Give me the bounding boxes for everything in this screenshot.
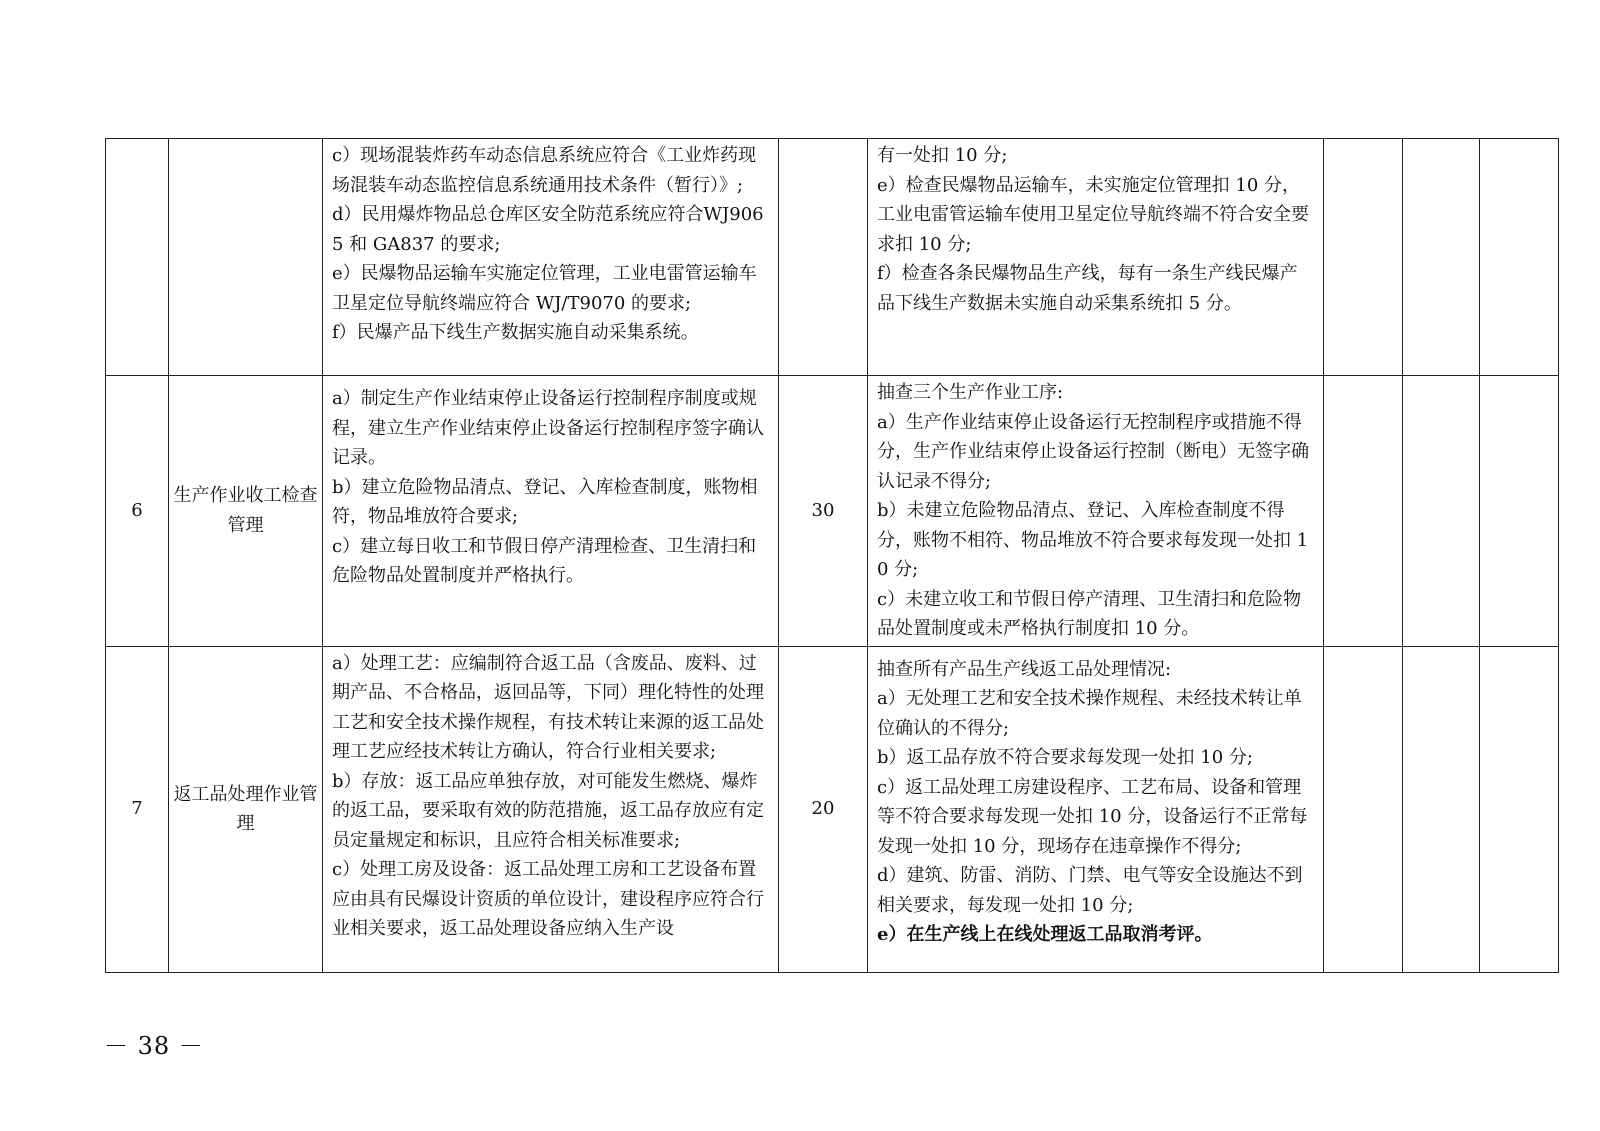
- criteria-text: b）未建立危险物品清点、登记、入库检查制度不得分，账物不相符、物品堆放不符合要求每发现一处扣 10 分;: [877, 500, 1309, 580]
- criteria-cell: [868, 139, 1324, 376]
- criteria-text: e）检查民爆物品运输车，未实施定位管理扣 10 分，工业电雷管运输车使用卫星定位导航终端不符合安全要求扣 10 分;: [877, 174, 1309, 255]
- requirement-text: c）现场混装炸药车动态信息系统应符合《工业炸药现场混装车动态监控信息系统通用技术条件（暂行）》;: [332, 145, 757, 196]
- page-number: － 38 －: [104, 1032, 204, 1060]
- requirements-cell: [323, 646, 779, 972]
- blank-cell: [1324, 376, 1403, 647]
- score-cell: [779, 139, 868, 376]
- requirement-text: b）存放：返工品应单独存放，对可能发生燃烧、爆炸的返工品，要采取有效的防范措施，返工品存放应有定员定量规定和标识，且应符合相关标准要求;: [332, 770, 764, 851]
- blank-cell: [1480, 139, 1559, 376]
- criteria-text: c）返工品处理工房建设程序、工艺布局、设备和管理等不符合要求每发现一处扣 10 分，设备运行不正常每发现一处扣 10 分，现场存在违章操作不得分;: [877, 776, 1308, 857]
- requirement-text: b）建立危险物品清点、登记、入库检查制度，账物相符，物品堆放符合要求;: [332, 476, 758, 527]
- blank-cell: [1480, 376, 1559, 647]
- table-row: [106, 376, 1559, 647]
- criteria-cell: [868, 646, 1324, 972]
- requirements-cell: [323, 376, 779, 647]
- criteria-text: b）返工品存放不符合要求每发现一处扣 10 分;: [877, 747, 1253, 768]
- assessment-table: [105, 138, 1559, 973]
- requirement-text: c）处理工房及设备：返工品处理工房和工艺设备布置应由具有民爆设计资质的单位设计，建设程序应符合行业相关要求，返工品处理设备应纳入生产设: [332, 859, 764, 939]
- row-number-cell: 7: [106, 646, 169, 972]
- row-number-cell: [106, 139, 169, 376]
- criteria-text: c）未建立收工和节假日停产清理、卫生清扫和危险物品处置制度或未严格执行制度扣 10 分。: [877, 588, 1302, 639]
- criteria-text: 抽查三个生产作业工序:: [877, 382, 1064, 403]
- item-name-cell: 生产作业收工检查管理: [169, 376, 323, 647]
- item-name-cell: 返工品处理作业管理: [169, 646, 323, 972]
- criteria-bold-text: e）在生产线上在线处理返工品取消考评。: [877, 924, 1213, 945]
- item-name-cell: [169, 139, 323, 376]
- criteria-text: d）建筑、防雷、消防、门禁、电气等安全设施达不到相关要求，每发现一处扣 10 分;: [877, 865, 1303, 916]
- requirement-text: a）制定生产作业结束停止设备运行控制程序制度或规程，建立生产作业结束停止设备运行控制程序签字确认记录。: [332, 388, 764, 468]
- criteria-text: 抽查所有产品生产线返工品处理情况:: [877, 658, 1172, 680]
- criteria-cell: [868, 376, 1324, 647]
- score-cell: 30: [779, 376, 868, 647]
- criteria-text: f）检查各条民爆物品生产线，每有一条生产线民爆产品下线生产数据未实施自动采集系统扣 5 分。: [877, 263, 1298, 314]
- blank-cell: [1324, 139, 1403, 376]
- requirement-text: d）民用爆炸物品总仓库区安全防范系统应符合WJ9065 和 GA837 的要求;: [332, 204, 764, 255]
- table-row: [106, 139, 1559, 376]
- criteria-text: a）生产作业结束停止设备运行无控制程序或措施不得分，生产作业结束停止设备运行控制（断电）无签字确认记录不得分;: [877, 411, 1309, 492]
- requirement-text: a）处理工艺：应编制符合返工品（含废品、废料、过期产品、不合格品，返回品等，下同）理化特性的处理工艺和安全技术操作规程，有技术转让来源的返工品处理工艺应经技术转让方确认，符合行业相关要求;: [332, 652, 764, 762]
- requirements-cell: [323, 139, 779, 376]
- score-cell: 20: [779, 646, 868, 972]
- requirement-text: c）建立每日收工和节假日停产清理检查、卫生清扫和危险物品处置制度并严格执行。: [332, 535, 757, 586]
- criteria-text: a）无处理工艺和安全技术操作规程、未经技术转让单位确认的不得分;: [877, 688, 1302, 739]
- requirement-text: f）民爆产品下线生产数据实施自动采集系统。: [332, 322, 699, 343]
- criteria-text: 有一处扣 10 分;: [877, 145, 1008, 166]
- row-number-cell: 6: [106, 376, 169, 647]
- table-row: [106, 646, 1559, 972]
- blank-cell: [1480, 646, 1559, 972]
- blank-cell: [1403, 646, 1480, 972]
- blank-cell: [1324, 646, 1403, 972]
- blank-cell: [1403, 376, 1480, 647]
- requirement-text: e）民爆物品运输车实施定位管理，工业电雷管运输车卫星定位导航终端应符合 WJ/T9070 的要求;: [332, 263, 757, 314]
- blank-cell: [1403, 139, 1480, 376]
